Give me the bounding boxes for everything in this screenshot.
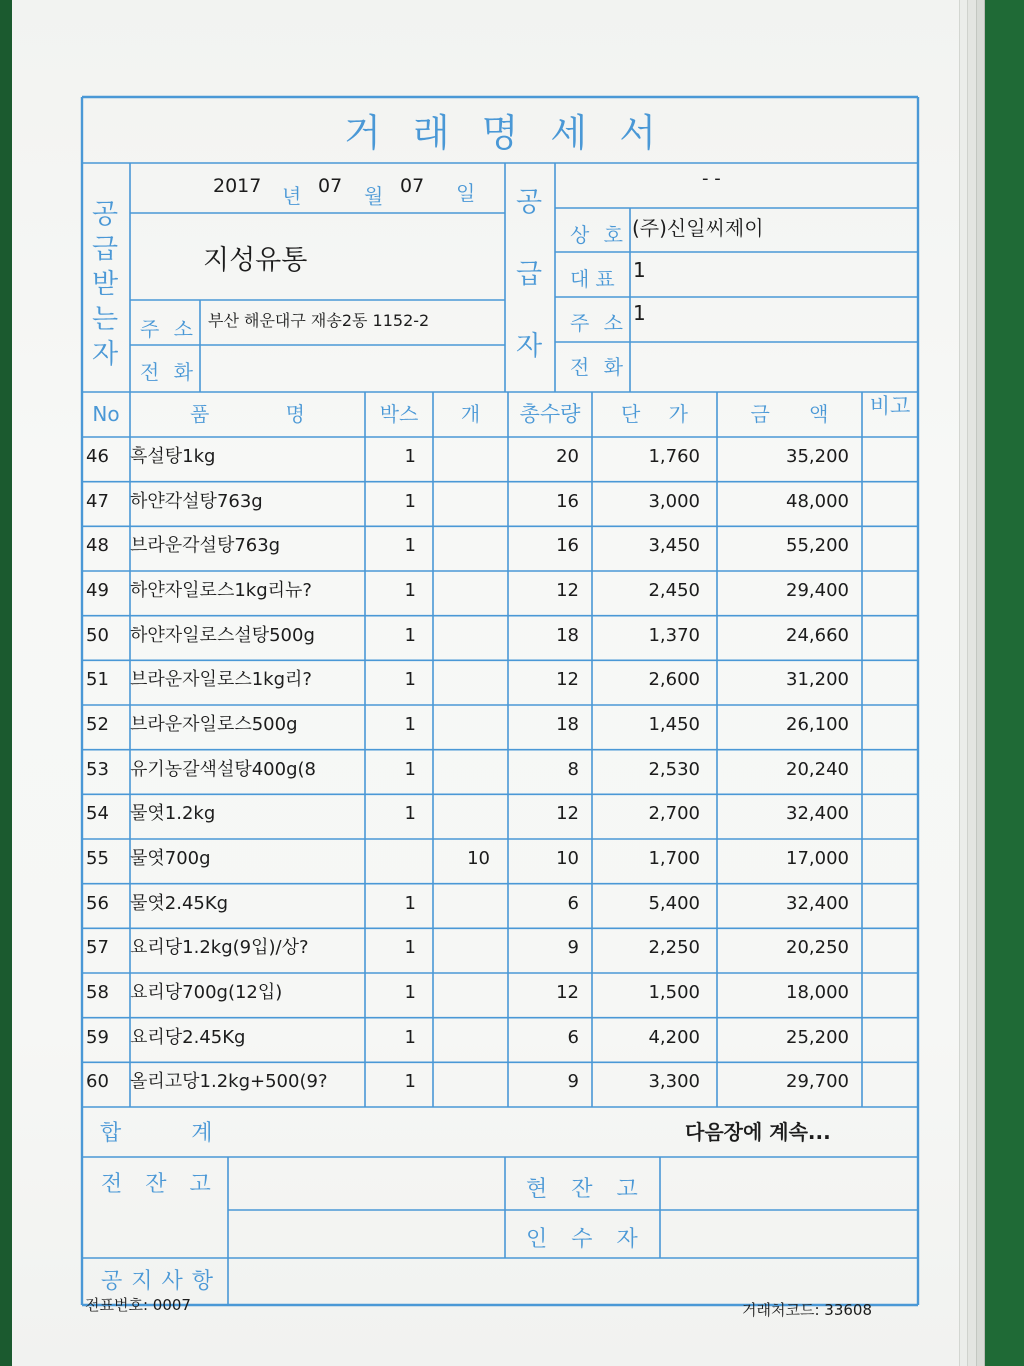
supplier-company-label: 상 호 bbox=[570, 223, 623, 247]
buyer-phone-label: 전 화 bbox=[140, 360, 193, 384]
row-number: 50 bbox=[86, 624, 109, 646]
box-count: 1 bbox=[404, 714, 416, 735]
total-quantity: 8 bbox=[567, 758, 579, 780]
item-name: 물엿1.2kg bbox=[130, 803, 216, 825]
supplier-representative: 1 bbox=[633, 258, 646, 282]
total-quantity: 6 bbox=[567, 1026, 579, 1048]
table-row bbox=[82, 571, 918, 616]
green-background-edge bbox=[0, 0, 12, 1366]
item-name: 물엿2.45Kg bbox=[130, 892, 229, 914]
item-name: 하얀각설탕763g bbox=[130, 490, 263, 512]
unit-price: 3,450 bbox=[648, 535, 700, 557]
box-count: 1 bbox=[404, 982, 416, 1003]
box-count: 1 bbox=[404, 1026, 416, 1048]
date-year: 2017 bbox=[213, 175, 262, 197]
table-row bbox=[82, 1018, 918, 1063]
box-count: 1 bbox=[404, 1071, 416, 1093]
unit-price: 1,370 bbox=[648, 624, 700, 646]
box-count: 1 bbox=[404, 580, 416, 601]
amount: 20,240 bbox=[786, 758, 849, 780]
receiver-label: 인 수 자 bbox=[526, 1227, 638, 1252]
box-count: 1 bbox=[404, 490, 416, 512]
row-number: 59 bbox=[86, 1026, 109, 1048]
header-item-name: 품 명 bbox=[190, 402, 305, 426]
row-number: 56 bbox=[86, 892, 109, 914]
unit-price: 3,300 bbox=[648, 1071, 700, 1093]
slip-number: 전표번호: 0007 bbox=[85, 1296, 191, 1314]
amount: 24,660 bbox=[786, 624, 849, 646]
item-name: 요리당2.45Kg bbox=[130, 1026, 246, 1048]
row-number: 58 bbox=[86, 982, 109, 1003]
unit-price: 4,200 bbox=[648, 1026, 700, 1048]
item-name: 브라운각설탕763g bbox=[130, 535, 281, 557]
box-count: 1 bbox=[404, 669, 416, 691]
unit-count: 10 bbox=[467, 848, 490, 869]
box-count: 1 bbox=[404, 803, 416, 825]
box-count: 1 bbox=[404, 758, 416, 780]
item-name: 브라운자일로스500g bbox=[130, 714, 298, 735]
total-quantity: 12 bbox=[556, 803, 579, 825]
total-quantity: 12 bbox=[556, 580, 579, 601]
date-year-unit: 년 bbox=[282, 184, 302, 208]
total-quantity: 20 bbox=[556, 446, 579, 467]
date-month: 07 bbox=[318, 175, 343, 197]
supplier-address: 1 bbox=[633, 301, 646, 325]
supplier-company: (주)신일씨제이 bbox=[632, 216, 764, 240]
total-quantity: 9 bbox=[567, 1071, 579, 1093]
table-row bbox=[82, 705, 918, 750]
unit-price: 3,000 bbox=[648, 490, 700, 512]
unit-price: 1,500 bbox=[648, 982, 700, 1003]
box-count: 1 bbox=[404, 446, 416, 467]
amount: 29,400 bbox=[786, 580, 849, 601]
header-amount: 금 액 bbox=[750, 402, 829, 426]
unit-price: 2,450 bbox=[648, 580, 700, 601]
item-name: 올리고당1.2kg+500(9? bbox=[130, 1071, 328, 1093]
box-count: 1 bbox=[404, 892, 416, 914]
amount: 18,000 bbox=[786, 982, 849, 1003]
item-name: 유기농갈색설탕400g(8 bbox=[130, 758, 316, 780]
header-each: 개 bbox=[460, 402, 481, 426]
amount: 26,100 bbox=[786, 714, 849, 735]
unit-price: 1,450 bbox=[648, 714, 700, 735]
total-quantity: 12 bbox=[556, 982, 579, 1003]
total-quantity: 12 bbox=[556, 669, 579, 691]
box-count: 1 bbox=[404, 535, 416, 557]
table-row bbox=[82, 750, 918, 795]
table-row bbox=[82, 794, 918, 839]
row-number: 49 bbox=[86, 580, 109, 601]
row-number: 57 bbox=[86, 937, 109, 959]
unit-price: 5,400 bbox=[648, 892, 700, 914]
table-row bbox=[82, 839, 918, 884]
header-total-quantity: 총수량 bbox=[519, 402, 581, 426]
supplier-registration-number: - - bbox=[702, 168, 721, 189]
amount: 25,200 bbox=[786, 1026, 849, 1048]
amount: 31,200 bbox=[786, 669, 849, 691]
buyer-name: 지성유통 bbox=[203, 245, 308, 276]
amount: 32,400 bbox=[786, 892, 849, 914]
table-row bbox=[82, 660, 918, 705]
total-label: 합 계 bbox=[100, 1121, 213, 1146]
header-unit-price: 단 가 bbox=[621, 402, 688, 426]
current-balance-label: 현 잔 고 bbox=[526, 1177, 638, 1202]
previous-balance-label: 전 잔 고 bbox=[101, 1172, 211, 1197]
notice-label: 공 지 사 항 bbox=[101, 1269, 213, 1294]
date-day: 07 bbox=[400, 175, 425, 197]
item-name: 요리당700g(12입) bbox=[130, 982, 283, 1003]
table-row bbox=[82, 973, 918, 1018]
date-day-unit: 일 bbox=[456, 181, 476, 205]
table-row bbox=[82, 526, 918, 571]
buyer-section-label: 공급받는자 bbox=[91, 199, 119, 370]
unit-price: 2,600 bbox=[648, 669, 700, 691]
header-note: 비고 bbox=[869, 394, 911, 418]
table-row bbox=[82, 1062, 918, 1107]
amount: 29,700 bbox=[786, 1071, 849, 1093]
unit-price: 2,530 bbox=[648, 758, 700, 780]
total-quantity: 10 bbox=[556, 848, 579, 869]
row-number: 47 bbox=[86, 490, 109, 512]
table-row bbox=[82, 928, 918, 973]
box-count: 1 bbox=[404, 937, 416, 959]
unit-price: 2,250 bbox=[648, 937, 700, 959]
amount: 32,400 bbox=[786, 803, 849, 825]
item-name: 하얀자일로스설탕500g bbox=[130, 624, 315, 646]
header-no: No bbox=[92, 402, 120, 426]
supplier-phone-label: 전 화 bbox=[570, 355, 623, 379]
row-number: 55 bbox=[86, 848, 109, 869]
item-name: 브라운자일로스1kg리? bbox=[130, 669, 312, 691]
row-number: 54 bbox=[86, 803, 109, 825]
item-name: 흑설탕1kg bbox=[130, 446, 216, 467]
amount: 55,200 bbox=[786, 535, 849, 557]
total-quantity: 18 bbox=[556, 714, 579, 735]
buyer-address-label: 주 소 bbox=[140, 317, 193, 341]
table-row bbox=[82, 616, 918, 661]
client-code: 거래처코드: 33608 bbox=[742, 1301, 872, 1319]
total-quantity: 9 bbox=[567, 937, 579, 959]
total-quantity: 18 bbox=[556, 624, 579, 646]
box-count: 1 bbox=[404, 624, 416, 646]
buyer-address: 부산 해운대구 재송2동 1152-2 bbox=[208, 311, 430, 330]
unit-price: 1,760 bbox=[648, 446, 700, 467]
table-row bbox=[82, 437, 918, 482]
table-row bbox=[82, 884, 918, 929]
row-number: 48 bbox=[86, 535, 109, 557]
table-row bbox=[82, 482, 918, 527]
total-quantity: 16 bbox=[556, 490, 579, 512]
row-number: 52 bbox=[86, 714, 109, 735]
continued-note: 다음장에 계속... bbox=[685, 1120, 831, 1144]
supplier-representative-label: 대표 bbox=[570, 267, 621, 291]
amount: 20,250 bbox=[786, 937, 849, 959]
total-quantity: 16 bbox=[556, 535, 579, 557]
amount: 48,000 bbox=[786, 490, 849, 512]
row-number: 53 bbox=[86, 758, 109, 780]
total-quantity: 6 bbox=[567, 892, 579, 914]
amount: 35,200 bbox=[786, 446, 849, 467]
item-name: 물엿700g bbox=[130, 848, 211, 869]
row-number: 60 bbox=[86, 1071, 109, 1093]
supplier-address-label: 주 소 bbox=[570, 311, 623, 335]
row-number: 51 bbox=[86, 669, 109, 691]
item-name: 요리당1.2kg(9입)/상? bbox=[130, 937, 309, 959]
document-title: 거 래 명 세 서 bbox=[344, 111, 656, 155]
supplier-section-label: 공급자 bbox=[515, 187, 543, 362]
row-number: 46 bbox=[86, 446, 109, 467]
unit-price: 2,700 bbox=[648, 803, 700, 825]
item-name: 하얀자일로스1kg리뉴? bbox=[130, 580, 312, 601]
amount: 17,000 bbox=[786, 848, 849, 869]
date-month-unit: 월 bbox=[364, 184, 384, 208]
header-box: 박스 bbox=[379, 402, 419, 426]
unit-price: 1,700 bbox=[648, 848, 700, 869]
